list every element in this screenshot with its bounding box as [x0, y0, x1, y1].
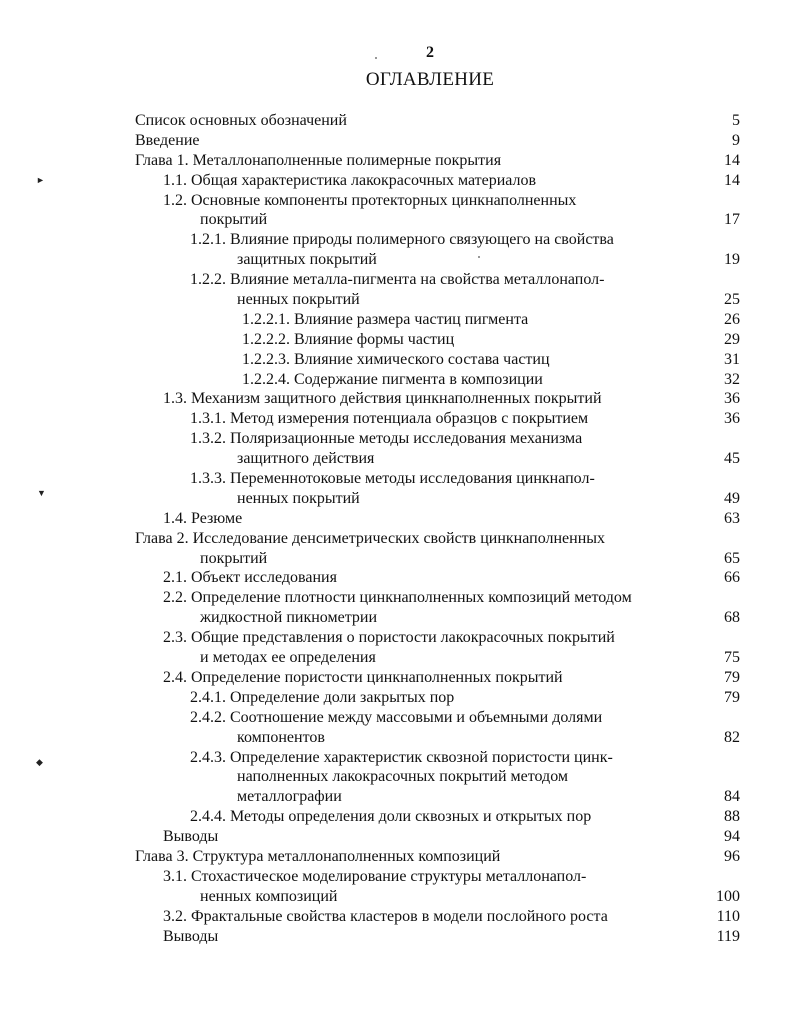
margin-mark: ►	[36, 175, 45, 185]
toc-entry-text: 3.1. Стохастическое моделирование структуры металлонапол-	[163, 867, 587, 885]
toc-entry-page-number: 32	[724, 370, 740, 388]
toc-entry-page-number: 100	[716, 887, 740, 905]
toc-entry-text: 2.1. Объект исследования	[163, 569, 337, 587]
toc-entry-text: покрытий	[200, 549, 268, 567]
toc-entry-page-number: 26	[724, 310, 740, 328]
toc-entry-page-number: 82	[724, 728, 740, 746]
toc-entry	[0, 270, 799, 310]
toc-entry-text: Глава 3. Структура металлонаполненных композиций	[135, 847, 501, 865]
toc-entry-page-number: 17	[724, 211, 740, 229]
toc-entry	[0, 867, 799, 907]
toc-entry-text: 1.1. Общая характеристика лакокрасочных материалов	[163, 171, 537, 189]
toc-entry-text: Глава 2. Исследование денсиметрических свойств цинкнаполненных	[135, 529, 605, 547]
toc-entry-text: 1.2. Основные компоненты протекторных цинкнаполненных	[163, 191, 577, 209]
toc-entry-page-number: 110	[716, 907, 740, 925]
toc-entry-page-number: 66	[724, 569, 740, 587]
toc-entry	[0, 350, 799, 370]
toc-entry-text: 1.2.2.1. Влияние размера частиц пигмента	[242, 310, 529, 328]
toc-entry-text: 2.4.4. Методы определения доли сквозных и открытых пор	[190, 808, 592, 826]
toc-entry	[0, 429, 799, 469]
toc-entry-text: 2.3. Общие представления о пористости лакокрасочных покрытий	[163, 629, 615, 647]
toc-entry	[0, 529, 799, 569]
toc-entry-text: 1.3.1. Метод измерения потенциала образцов с покрытием	[190, 410, 589, 428]
toc-entry-page-number: 79	[724, 688, 740, 706]
toc-entry-page-number: 79	[724, 668, 740, 686]
toc-entry	[0, 588, 799, 628]
toc-entry-text: 1.3. Механизм защитного действия цинкнаполненных покрытий	[163, 390, 602, 408]
toc-entry-text: и методах ее определения	[200, 649, 376, 667]
toc-entry	[0, 927, 799, 947]
toc-entry	[0, 509, 799, 529]
toc-entry	[0, 230, 799, 270]
toc-entry	[0, 668, 799, 688]
toc-entry-page-number: 25	[724, 291, 740, 309]
toc-entry-page-number: 119	[716, 927, 740, 945]
toc-entry-text: 1.2.2.4. Содержание пигмента в композиции	[242, 370, 543, 388]
toc-entry-text: 2.4.2. Соотношение между массовыми и объемными долями	[190, 708, 603, 726]
toc-entry	[0, 389, 799, 409]
toc-entry-text: Глава 1. Металлонаполненные полимерные покрытия	[135, 151, 502, 169]
toc-entry-page-number: 68	[724, 609, 740, 627]
toc-entry-page-number: 65	[724, 549, 740, 567]
toc-entry	[0, 191, 799, 231]
toc-entry-text: Выводы	[163, 927, 219, 945]
toc-entry	[0, 748, 799, 808]
toc-entry-text: 1.2.2. Влияние металла-пигмента на свойства металлонапол-	[190, 271, 605, 289]
page-number: 2	[426, 44, 434, 61]
toc-entry-text: 2.2. Определение плотности цинкнаполненных композиций методом	[163, 589, 632, 607]
toc-entry-text: 2.4.3. Определение характеристик сквозной пористости цинк-	[190, 748, 613, 766]
toc-entry-text: Выводы	[163, 828, 219, 846]
margin-mark: ◆	[36, 757, 43, 767]
toc-entry	[0, 131, 799, 151]
toc-entry	[0, 847, 799, 867]
toc-entry-text: защитных покрытий	[237, 251, 377, 269]
toc-entry	[0, 688, 799, 708]
toc-entry-page-number: 5	[732, 112, 740, 129]
toc-entry-page-number: 19	[724, 251, 740, 269]
toc-entry-text: ненных композиций	[200, 887, 338, 905]
scan-speck	[478, 256, 480, 258]
toc-entry-text: металлографии	[237, 788, 342, 806]
toc-entry-page-number: 49	[724, 489, 740, 507]
margin-mark: ▼	[37, 488, 46, 498]
toc-entry-page-number: 36	[724, 390, 740, 408]
toc-entry	[0, 807, 799, 827]
toc-entry-page-number: 45	[724, 450, 740, 468]
toc-entry-text: ненных покрытий	[237, 291, 360, 309]
toc-entry-page-number: 14	[724, 151, 740, 169]
toc-entry	[0, 628, 799, 668]
toc-entry	[0, 370, 799, 390]
toc-entry-page-number: 9	[732, 131, 740, 149]
toc-entry-text: компонентов	[237, 728, 325, 746]
toc-entry	[0, 409, 799, 429]
toc-entry-text: 3.2. Фрактальные свойства кластеров в модели послойного роста	[163, 907, 608, 925]
toc-entry-text: 1.4. Резюме	[163, 509, 243, 527]
toc-entry-text: жидкостной пикнометрии	[200, 609, 378, 627]
toc-entry-text: 1.3.2. Поляризационные методы исследования механизма	[190, 430, 583, 448]
toc-entry-page-number: 88	[724, 808, 740, 826]
toc-entry-page-number: 36	[724, 410, 740, 428]
toc-entry	[0, 111, 799, 131]
scan-speck	[375, 57, 377, 59]
toc-entry-text: Список основных обозначений	[135, 112, 347, 129]
toc-entry-text: 1.3.3. Переменнотоковые методы исследования цинкнапол-	[190, 470, 595, 488]
toc-entry-page-number: 31	[724, 350, 740, 368]
toc-entry	[0, 151, 799, 171]
toc-entry	[0, 907, 799, 927]
toc-entry-page-number: 75	[724, 649, 740, 667]
toc-entry-page-number: 94	[724, 828, 740, 846]
toc-entry	[0, 171, 799, 191]
toc-entry-text: 2.4. Определение пористости цинкнаполненных покрытий	[163, 668, 563, 686]
toc-entry-text: покрытий	[200, 211, 268, 229]
toc-entry-text: 2.4.1. Определение доли закрытых пор	[190, 688, 455, 706]
toc-entry-text: 1.2.1. Влияние природы полимерного связующего на свойства	[190, 231, 614, 249]
toc-entry	[0, 827, 799, 847]
toc-entry-page-number: 84	[724, 788, 740, 806]
table-of-contents	[0, 111, 799, 946]
toc-entry	[0, 568, 799, 588]
toc-entry-text: защитного действия	[237, 450, 375, 468]
toc-entry-text: ненных покрытий	[237, 489, 360, 507]
toc-entry	[0, 330, 799, 350]
toc-entry-text: 1.2.2.2. Влияние формы частиц	[242, 330, 455, 348]
toc-entry-text: 1.2.2.3. Влияние химического состава частиц	[242, 350, 550, 368]
page-title: ОГЛАВЛЕНИЕ	[365, 69, 495, 90]
toc-entry-page-number: 63	[724, 509, 740, 527]
toc-entry	[0, 310, 799, 330]
toc-entry-page-number: 96	[724, 847, 740, 865]
toc-entry	[0, 469, 799, 509]
toc-entry-text: Введение	[135, 131, 200, 149]
toc-entry-page-number: 14	[724, 171, 740, 189]
toc-entry	[0, 708, 799, 748]
toc-entry-page-number: 29	[724, 330, 740, 348]
toc-entry-text: наполненных лакокрасочных покрытий методом	[237, 768, 569, 786]
